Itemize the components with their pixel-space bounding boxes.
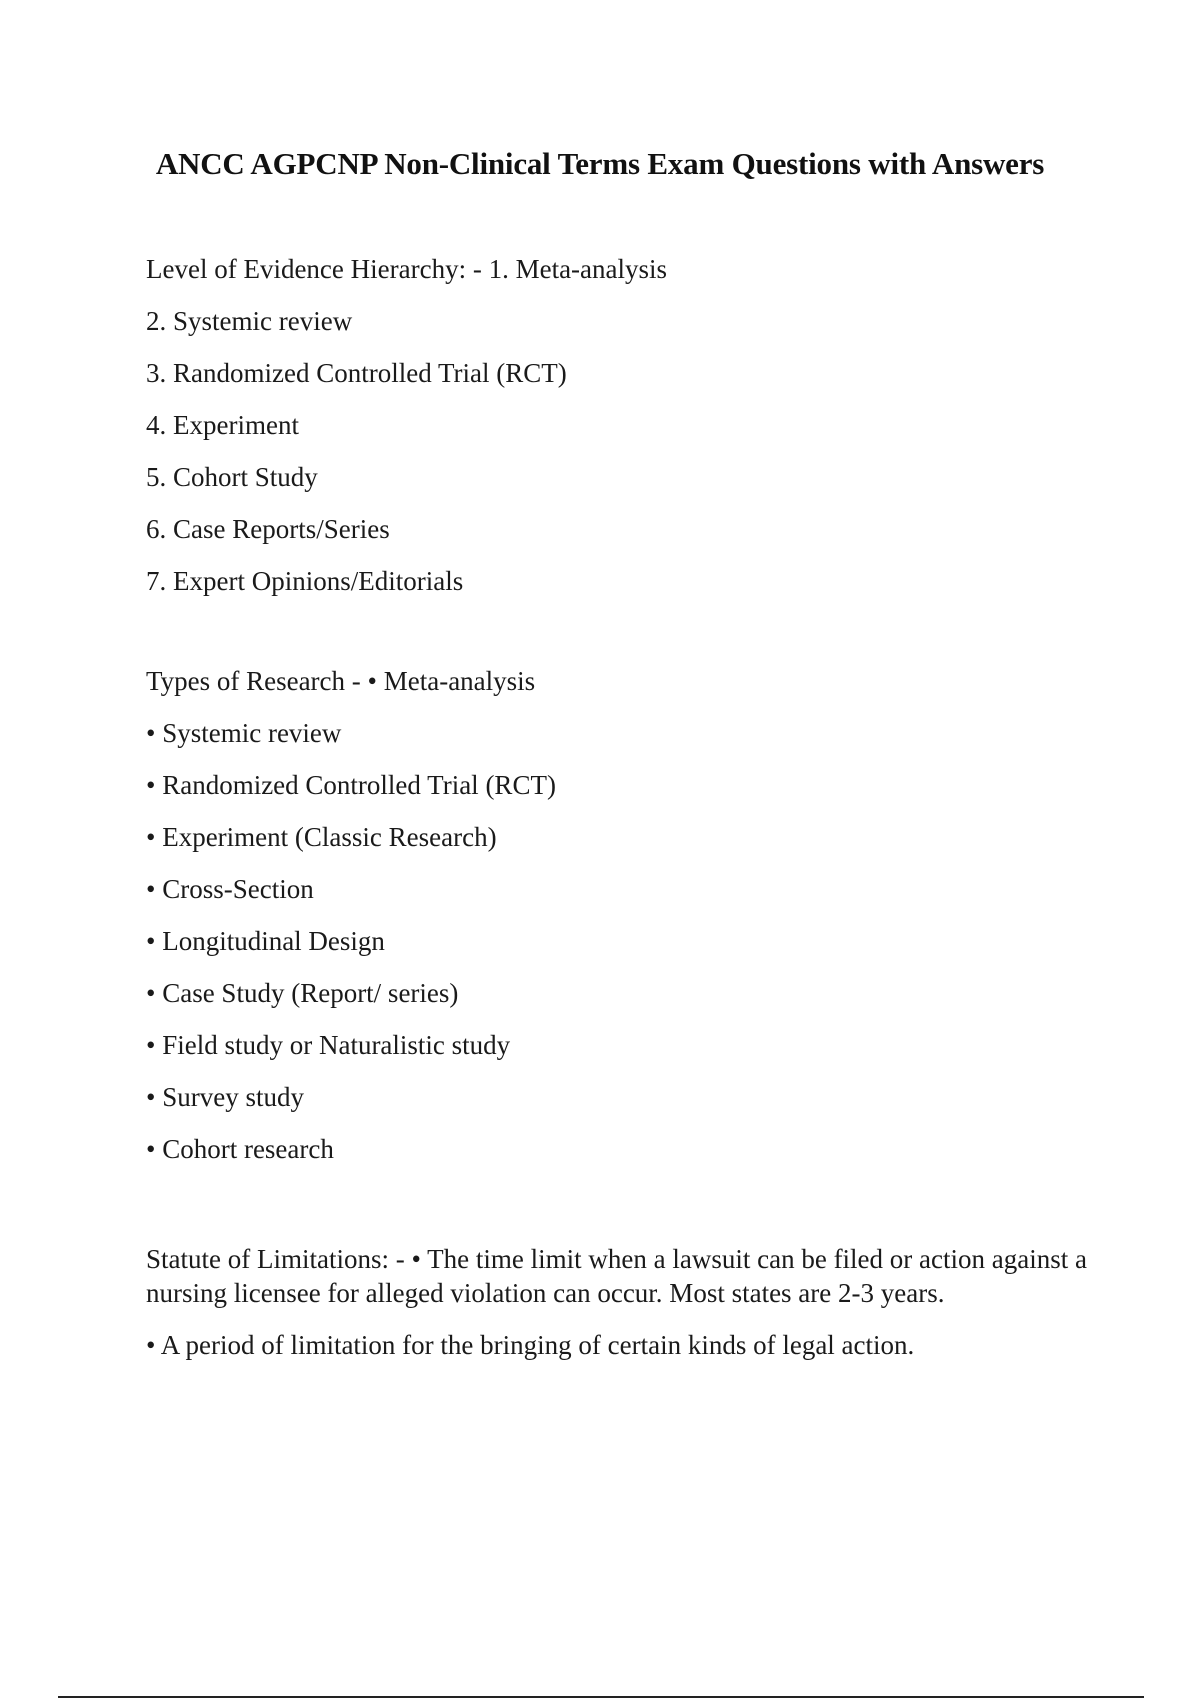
evidence-item: 4. Experiment — [146, 410, 299, 440]
evidence-item: 5. Cohort Study — [146, 462, 318, 492]
research-item: • Survey study — [146, 1082, 304, 1112]
evidence-item: 7. Expert Opinions/Editorials — [146, 566, 464, 596]
research-item: • Systemic review — [146, 718, 342, 748]
research-item: • Longitudinal Design — [146, 926, 385, 956]
statute-header: Statute of Limitations: - • The time limit when a lawsuit can be filed or action against a nursing licensee for alleged violation can occur. Most states are 2-3 years. — [146, 1244, 1087, 1308]
research-item: • Case Study (Report/ series) — [146, 978, 459, 1008]
evidence-header: Level of Evidence Hierarchy: - 1. Meta-analysis — [146, 254, 668, 284]
evidence-section — [146, 252, 1106, 598]
research-item: • Field study or Naturalistic study — [146, 1030, 511, 1060]
evidence-item: 6. Case Reports/Series — [146, 514, 390, 544]
statute-item: • A period of limitation for the bringing of certain kinds of legal action. — [146, 1330, 915, 1360]
evidence-item: 2. Systemic review — [146, 306, 353, 336]
footer-divider — [58, 1696, 1144, 1698]
page-title: ANCC AGPCNP Non-Clinical Terms Exam Questions with Answers — [155, 146, 1045, 181]
research-item: • Cohort research — [146, 1134, 334, 1164]
document-body — [146, 252, 1106, 1380]
statute-section — [146, 1242, 1106, 1362]
section-spacer — [146, 1184, 1106, 1242]
section-spacer — [146, 616, 1106, 664]
research-item: • Experiment (Classic Research) — [146, 822, 497, 852]
research-header: Types of Research - • Meta-analysis — [146, 666, 536, 696]
research-item: • Cross-Section — [146, 874, 314, 904]
research-item: • Randomized Controlled Trial (RCT) — [146, 770, 556, 800]
research-section — [146, 664, 1106, 1166]
evidence-item: 3. Randomized Controlled Trial (RCT) — [146, 358, 567, 388]
